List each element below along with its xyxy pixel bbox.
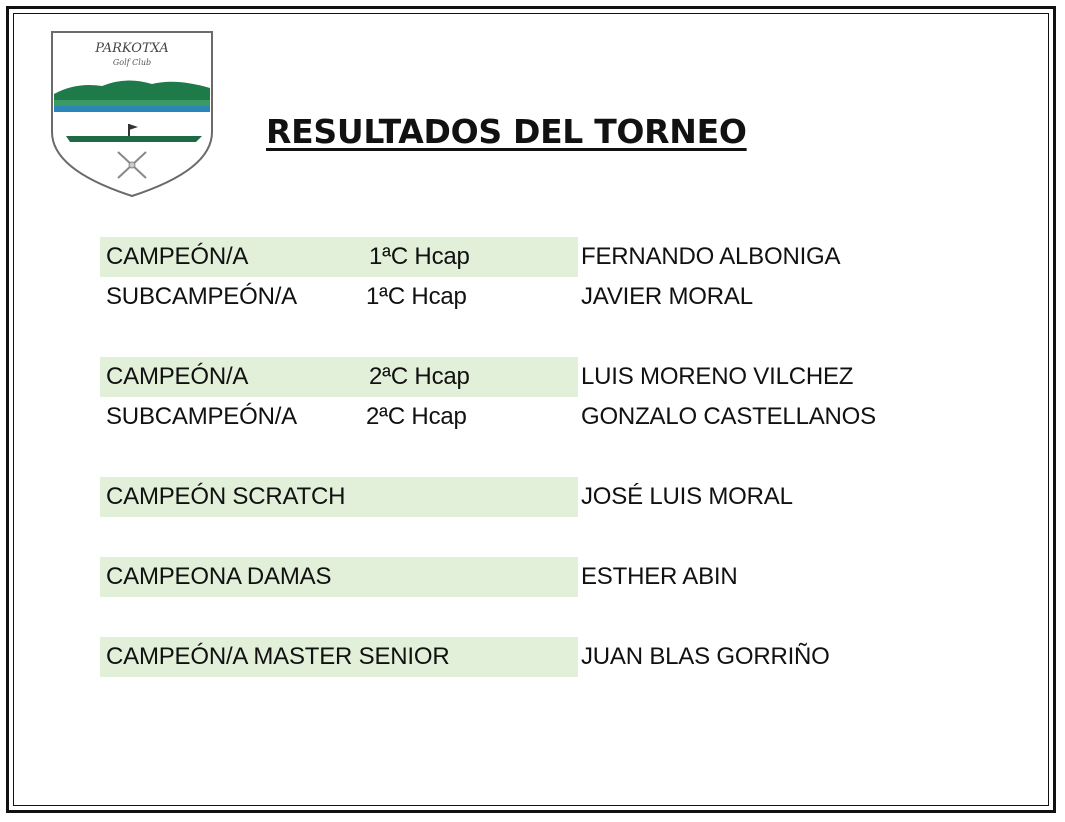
result-row-1 [100, 236, 960, 276]
result-title: CAMPEÓN/A MASTER SENIOR [106, 643, 450, 670]
result-row-5 [100, 476, 960, 516]
results-list [100, 236, 960, 676]
result-row-6 [100, 556, 960, 596]
golf-club-shield-logo-icon [46, 28, 218, 200]
result-row-4 [100, 396, 960, 436]
result-title: CAMPEÓN/A [106, 363, 249, 390]
result-winner: JOSÉ LUIS MORAL [581, 483, 793, 510]
result-title: CAMPEONA DAMAS [106, 563, 332, 590]
result-winner: ESTHER ABIN [581, 563, 738, 590]
result-winner: GONZALO CASTELLANOS [581, 403, 876, 430]
result-category: 1ªC Hcap [366, 283, 467, 310]
result-row-3 [100, 356, 960, 396]
logo-text-club: PARKOTXA [95, 41, 169, 56]
result-title: SUBCAMPEÓN/A [106, 283, 297, 310]
result-row-7 [100, 636, 960, 676]
result-winner: JAVIER MORAL [581, 283, 753, 310]
logo-text-sub: Golf Club [112, 58, 152, 67]
result-category: 1ªC Hcap [369, 243, 470, 270]
result-title: SUBCAMPEÓN/A [106, 403, 297, 430]
result-winner: LUIS MORENO VILCHEZ [581, 363, 854, 390]
page-title: RESULTADOS DEL TORNEO [266, 112, 747, 151]
result-row-2 [100, 276, 960, 316]
result-title: CAMPEÓN/A [106, 243, 249, 270]
result-winner: JUAN BLAS GORRIÑO [581, 643, 830, 670]
result-winner: FERNANDO ALBONIGA [581, 243, 841, 270]
result-category: 2ªC Hcap [369, 363, 470, 390]
result-title: CAMPEÓN SCRATCH [106, 483, 346, 510]
result-category: 2ªC Hcap [366, 403, 467, 430]
